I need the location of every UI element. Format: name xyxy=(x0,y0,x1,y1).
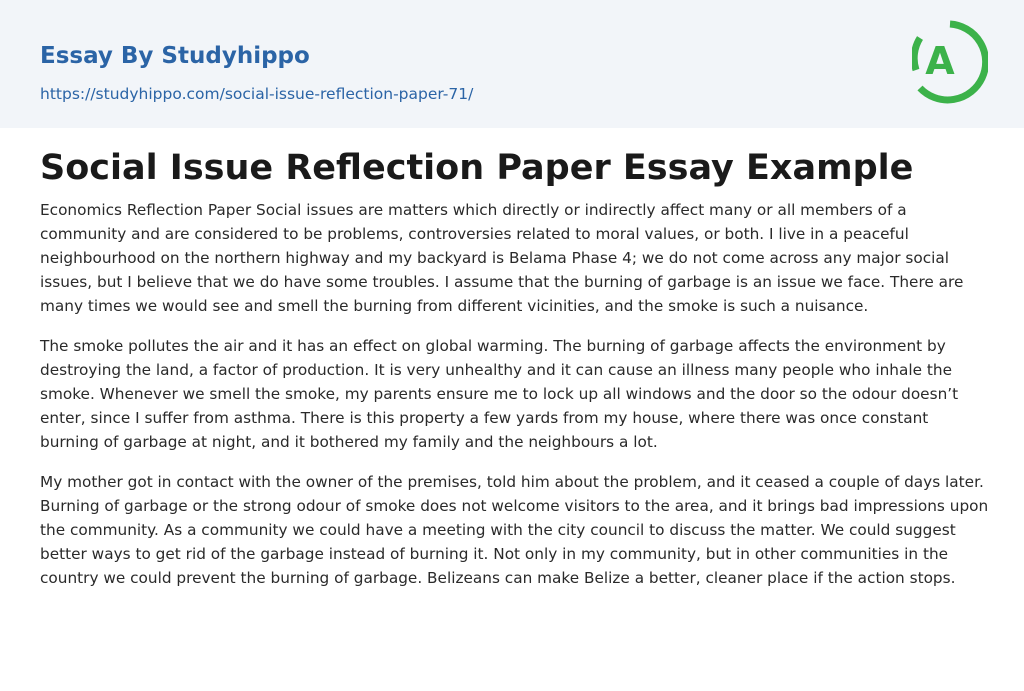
logo-letter: A xyxy=(925,39,955,83)
essay-paragraph-2: The smoke pollutes the air and it has an effect on global warming. The burning of garbage affects the environment by destroying the land, a factor of production. It is very unhealthy and it can cause an illness many people who inhale the smoke. Whenever we smell the smoke, my parents ensure me to lock up all windows and the door so the odour doesn’t enter, since I suffer from asthma. There is this property a few yards from my house, where there was once constant burning of garbage at night, and it bothered my family and the neighbours a lot. xyxy=(40,337,959,451)
essay-paragraph-1: Economics Reflection Paper Social issues are matters which directly or indirectly affect many or all members of a community and are considered to be problems, controversies related to moral values, or both. I live in a peaceful neighbourhood on the northern highway and my backyard is Belama Phase 4; we do not come across any major social issues, but I believe that we do have some troubles. I assume that the burning of garbage is an issue we face. There are many times we would see and smell the burning from different vicinities, and the smoke is such a nuisance. xyxy=(40,201,964,315)
studyhippo-logo-icon[interactable] xyxy=(912,18,988,106)
site-header xyxy=(0,0,1024,128)
site-title[interactable]: Essay By Studyhippo xyxy=(40,43,310,69)
essay-paragraph-3: My mother got in contact with the owner of the premises, told him about the problem, and it ceased a couple of days later. Burning of garbage or the strong odour of smoke does not welcome visitors to the area, and it brings bad impressions upon the community. As a community we could have a meeting with the city council to discuss the matter. We could suggest better ways to get rid of the garbage instead of burning it. Not only in my community, but in other communities in the country we could prevent the burning of garbage. Belizeans can make Belize a better, cleaner place if the action stops. xyxy=(40,473,989,587)
page-url-link[interactable]: https://studyhippo.com/social-issue-reflection-paper-71/ xyxy=(40,85,474,103)
logo-ring-left xyxy=(914,38,920,70)
essay-title: Social Issue Reflection Paper Essay Example xyxy=(40,148,914,188)
essay-content xyxy=(40,144,990,590)
